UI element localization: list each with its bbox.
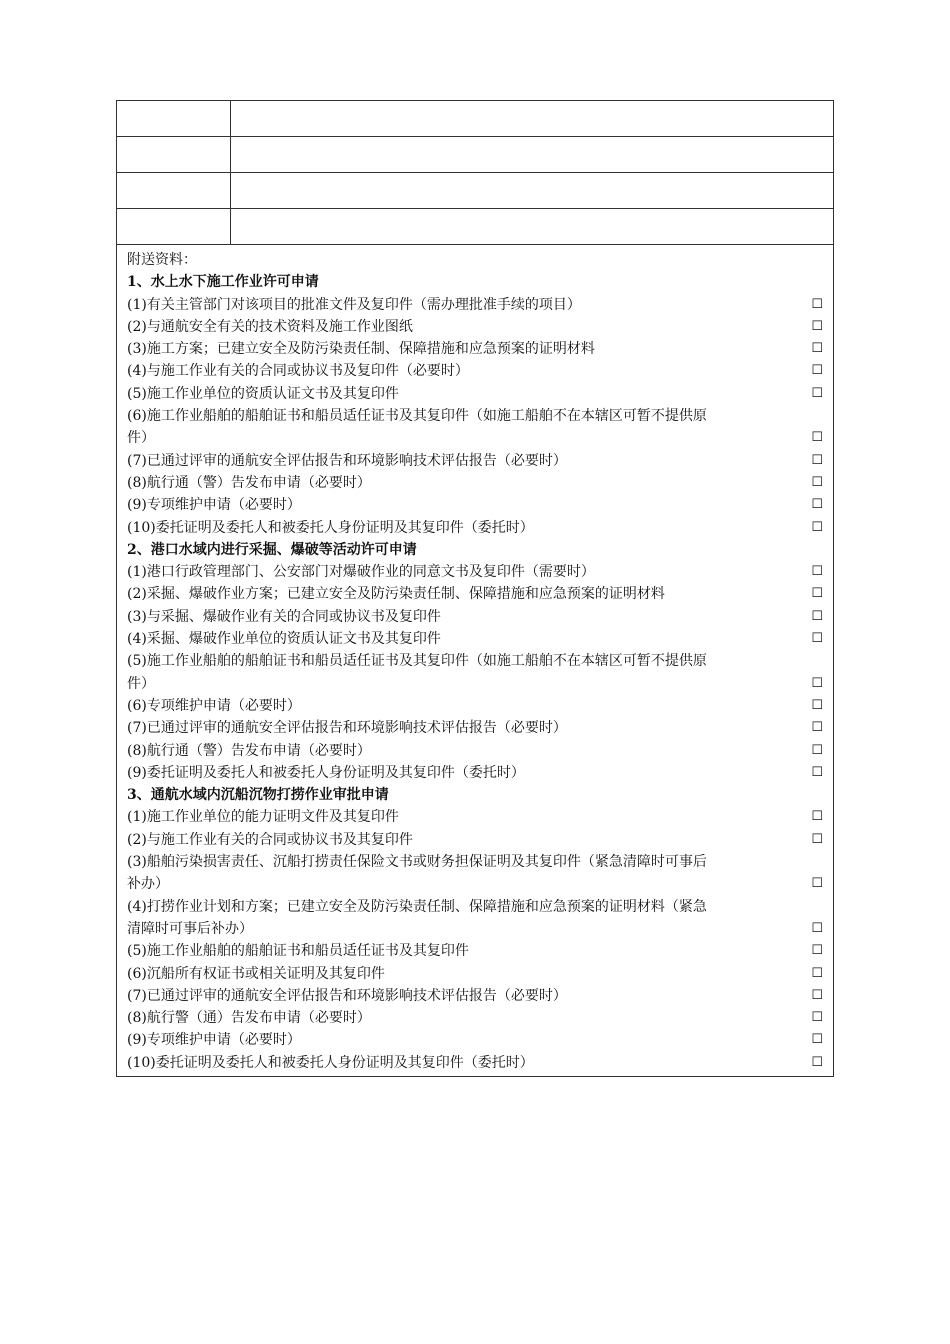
checkbox-icon[interactable]: ☐ [811, 675, 823, 691]
attachment-item-line: (4)打捞作业计划和方案；已建立安全及防污染责任制、保障措施和应急预案的证明材料（紧急 [127, 898, 707, 915]
attachment-item-line: (8)航行通（警）告发布申请（必要时） ☐ [127, 472, 823, 494]
checkbox-icon[interactable]: ☐ [811, 497, 823, 513]
attachment-item-line: (3)与采掘、爆破作业有关的合同或协议书及复印件 ☐ [127, 606, 823, 628]
form-label-cell [117, 173, 231, 208]
attachments-title: 附送资料： [127, 252, 197, 268]
checkbox-icon[interactable]: ☐ [811, 363, 823, 379]
attachment-item-line: 补办） ☐ [127, 873, 823, 895]
attachment-item-line: 清障时可事后补办） ☐ [127, 918, 823, 940]
attachment-item-line: (1)有关主管部门对该项目的批准文件及复印件（需办理批准手续的项目） ☐ [127, 294, 823, 316]
attachment-item-line: (6)沉船所有权证书或相关证明及其复印件 ☐ [127, 963, 823, 985]
section-title: 2、港口水域内进行采掘、爆破等活动许可申请 [127, 541, 417, 558]
form-row-3 [117, 173, 833, 209]
checkbox-icon[interactable]: ☐ [811, 876, 823, 892]
checkbox-icon[interactable]: ☐ [811, 296, 823, 312]
attachment-item-line: (7)已通过评审的通航安全评估报告和环境影响技术评估报告（必要时） ☐ [127, 717, 823, 739]
attachment-item-line: 件） ☐ [127, 427, 823, 449]
attachment-item-line: (9)专项维护申请（必要时） ☐ [127, 1029, 823, 1051]
checkbox-icon[interactable]: ☐ [811, 341, 823, 357]
checkbox-icon[interactable]: ☐ [811, 430, 823, 446]
checkbox-icon[interactable]: ☐ [811, 631, 823, 647]
form-value-cell[interactable] [231, 101, 833, 136]
attachment-item-line: (6)专项维护申请（必要时） ☐ [127, 695, 823, 717]
checkbox-icon[interactable]: ☐ [811, 720, 823, 736]
attachments-cell [117, 245, 833, 1076]
attachment-item-line: (6)施工作业船舶的船舶证书和船员适任证书及其复印件（如施工船舶不在本辖区可暂不提供原 [127, 408, 707, 425]
application-form-table [116, 100, 834, 1077]
attachment-item-line: (8)航行警（通）告发布申请（必要时） ☐ [127, 1007, 823, 1029]
checkbox-icon[interactable]: ☐ [811, 519, 823, 535]
checkbox-icon[interactable]: ☐ [811, 742, 823, 758]
checkbox-icon[interactable]: ☐ [811, 809, 823, 825]
section-title: 1、水上水下施工作业许可申请 [127, 274, 319, 291]
checkbox-icon[interactable]: ☐ [811, 1032, 823, 1048]
checkbox-icon[interactable]: ☐ [811, 318, 823, 334]
form-label-cell [117, 209, 231, 244]
attachment-item-line: (9)委托证明及委托人和被委托人身份证明及其复印件（委托时） ☐ [127, 762, 823, 784]
checkbox-icon[interactable]: ☐ [811, 586, 823, 602]
attachment-item-line: (5)施工作业船舶的船舶证书和船员适任证书及其复印件（如施工船舶不在本辖区可暂不提供原 [127, 653, 707, 670]
attachment-item-line: (3)施工方案；已建立安全及防污染责任制、保障措施和应急预案的证明材料 ☐ [127, 338, 823, 360]
checkbox-icon[interactable]: ☐ [811, 920, 823, 936]
attachment-item-line: (5)施工作业船舶的船舶证书和船员适任证书及其复印件 ☐ [127, 940, 823, 962]
form-label-cell [117, 137, 231, 172]
checkbox-icon[interactable]: ☐ [811, 564, 823, 580]
checkbox-icon[interactable]: ☐ [811, 1054, 823, 1070]
form-label-cell [117, 101, 231, 136]
form-row-1 [117, 101, 833, 137]
checkbox-icon[interactable]: ☐ [811, 697, 823, 713]
checkbox-icon[interactable]: ☐ [811, 385, 823, 401]
attachment-item-line: (2)与施工作业有关的合同或协议书及其复印件 ☐ [127, 829, 823, 851]
attachment-item-line: (5)施工作业单位的资质认证文书及其复印件 ☐ [127, 383, 823, 405]
attachment-item-line: (9)专项维护申请（必要时） ☐ [127, 494, 823, 516]
checkbox-icon[interactable]: ☐ [811, 965, 823, 981]
checkbox-icon[interactable]: ☐ [811, 452, 823, 468]
checkbox-icon[interactable]: ☐ [811, 764, 823, 780]
form-value-cell[interactable] [231, 209, 833, 244]
checkbox-icon[interactable]: ☐ [811, 474, 823, 490]
attachment-item-line: (7)已通过评审的通航安全评估报告和环境影响技术评估报告（必要时） ☐ [127, 985, 823, 1007]
attachment-item-line: (1)施工作业单位的能力证明文件及其复印件 ☐ [127, 806, 823, 828]
form-row-4 [117, 209, 833, 245]
checkbox-icon[interactable]: ☐ [811, 987, 823, 1003]
checkbox-icon[interactable]: ☐ [811, 608, 823, 624]
attachment-item-line: (8)航行通（警）告发布申请（必要时） ☐ [127, 740, 823, 762]
attachment-item-line: (3)船舶污染损害责任、沉船打捞责任保险文书或财务担保证明及其复印件（紧急清障时可事后 [127, 854, 707, 871]
attachment-item-line: (1)港口行政管理部门、公安部门对爆破作业的同意文书及复印件（需要时） ☐ [127, 561, 823, 583]
attachment-item-line: (7)已通过评审的通航安全评估报告和环境影响技术评估报告（必要时） ☐ [127, 450, 823, 472]
section-title: 3、通航水域内沉船沉物打捞作业审批申请 [127, 787, 389, 804]
checkbox-icon[interactable]: ☐ [811, 1010, 823, 1026]
attachment-item-line: (10)委托证明及委托人和被委托人身份证明及其复印件（委托时） ☐ [127, 1052, 823, 1074]
attachment-item-line: 件） ☐ [127, 673, 823, 695]
attachment-item-line: (10)委托证明及委托人和被委托人身份证明及其复印件（委托时） ☐ [127, 517, 823, 539]
form-row-2 [117, 137, 833, 173]
attachment-item-line: (2)采掘、爆破作业方案；已建立安全及防污染责任制、保障措施和应急预案的证明材料 ☐ [127, 583, 823, 605]
attachment-item-line: (4)与施工作业有关的合同或协议书及复印件（必要时） ☐ [127, 360, 823, 382]
checkbox-icon[interactable]: ☐ [811, 943, 823, 959]
attachment-item-line: (2)与通航安全有关的技术资料及施工作业图纸 ☐ [127, 316, 823, 338]
form-value-cell[interactable] [231, 173, 833, 208]
attachment-item-line: (4)采掘、爆破作业单位的资质认证文书及其复印件 ☐ [127, 628, 823, 650]
attachment-sections [127, 271, 823, 1074]
checkbox-icon[interactable]: ☐ [811, 831, 823, 847]
form-value-cell[interactable] [231, 137, 833, 172]
